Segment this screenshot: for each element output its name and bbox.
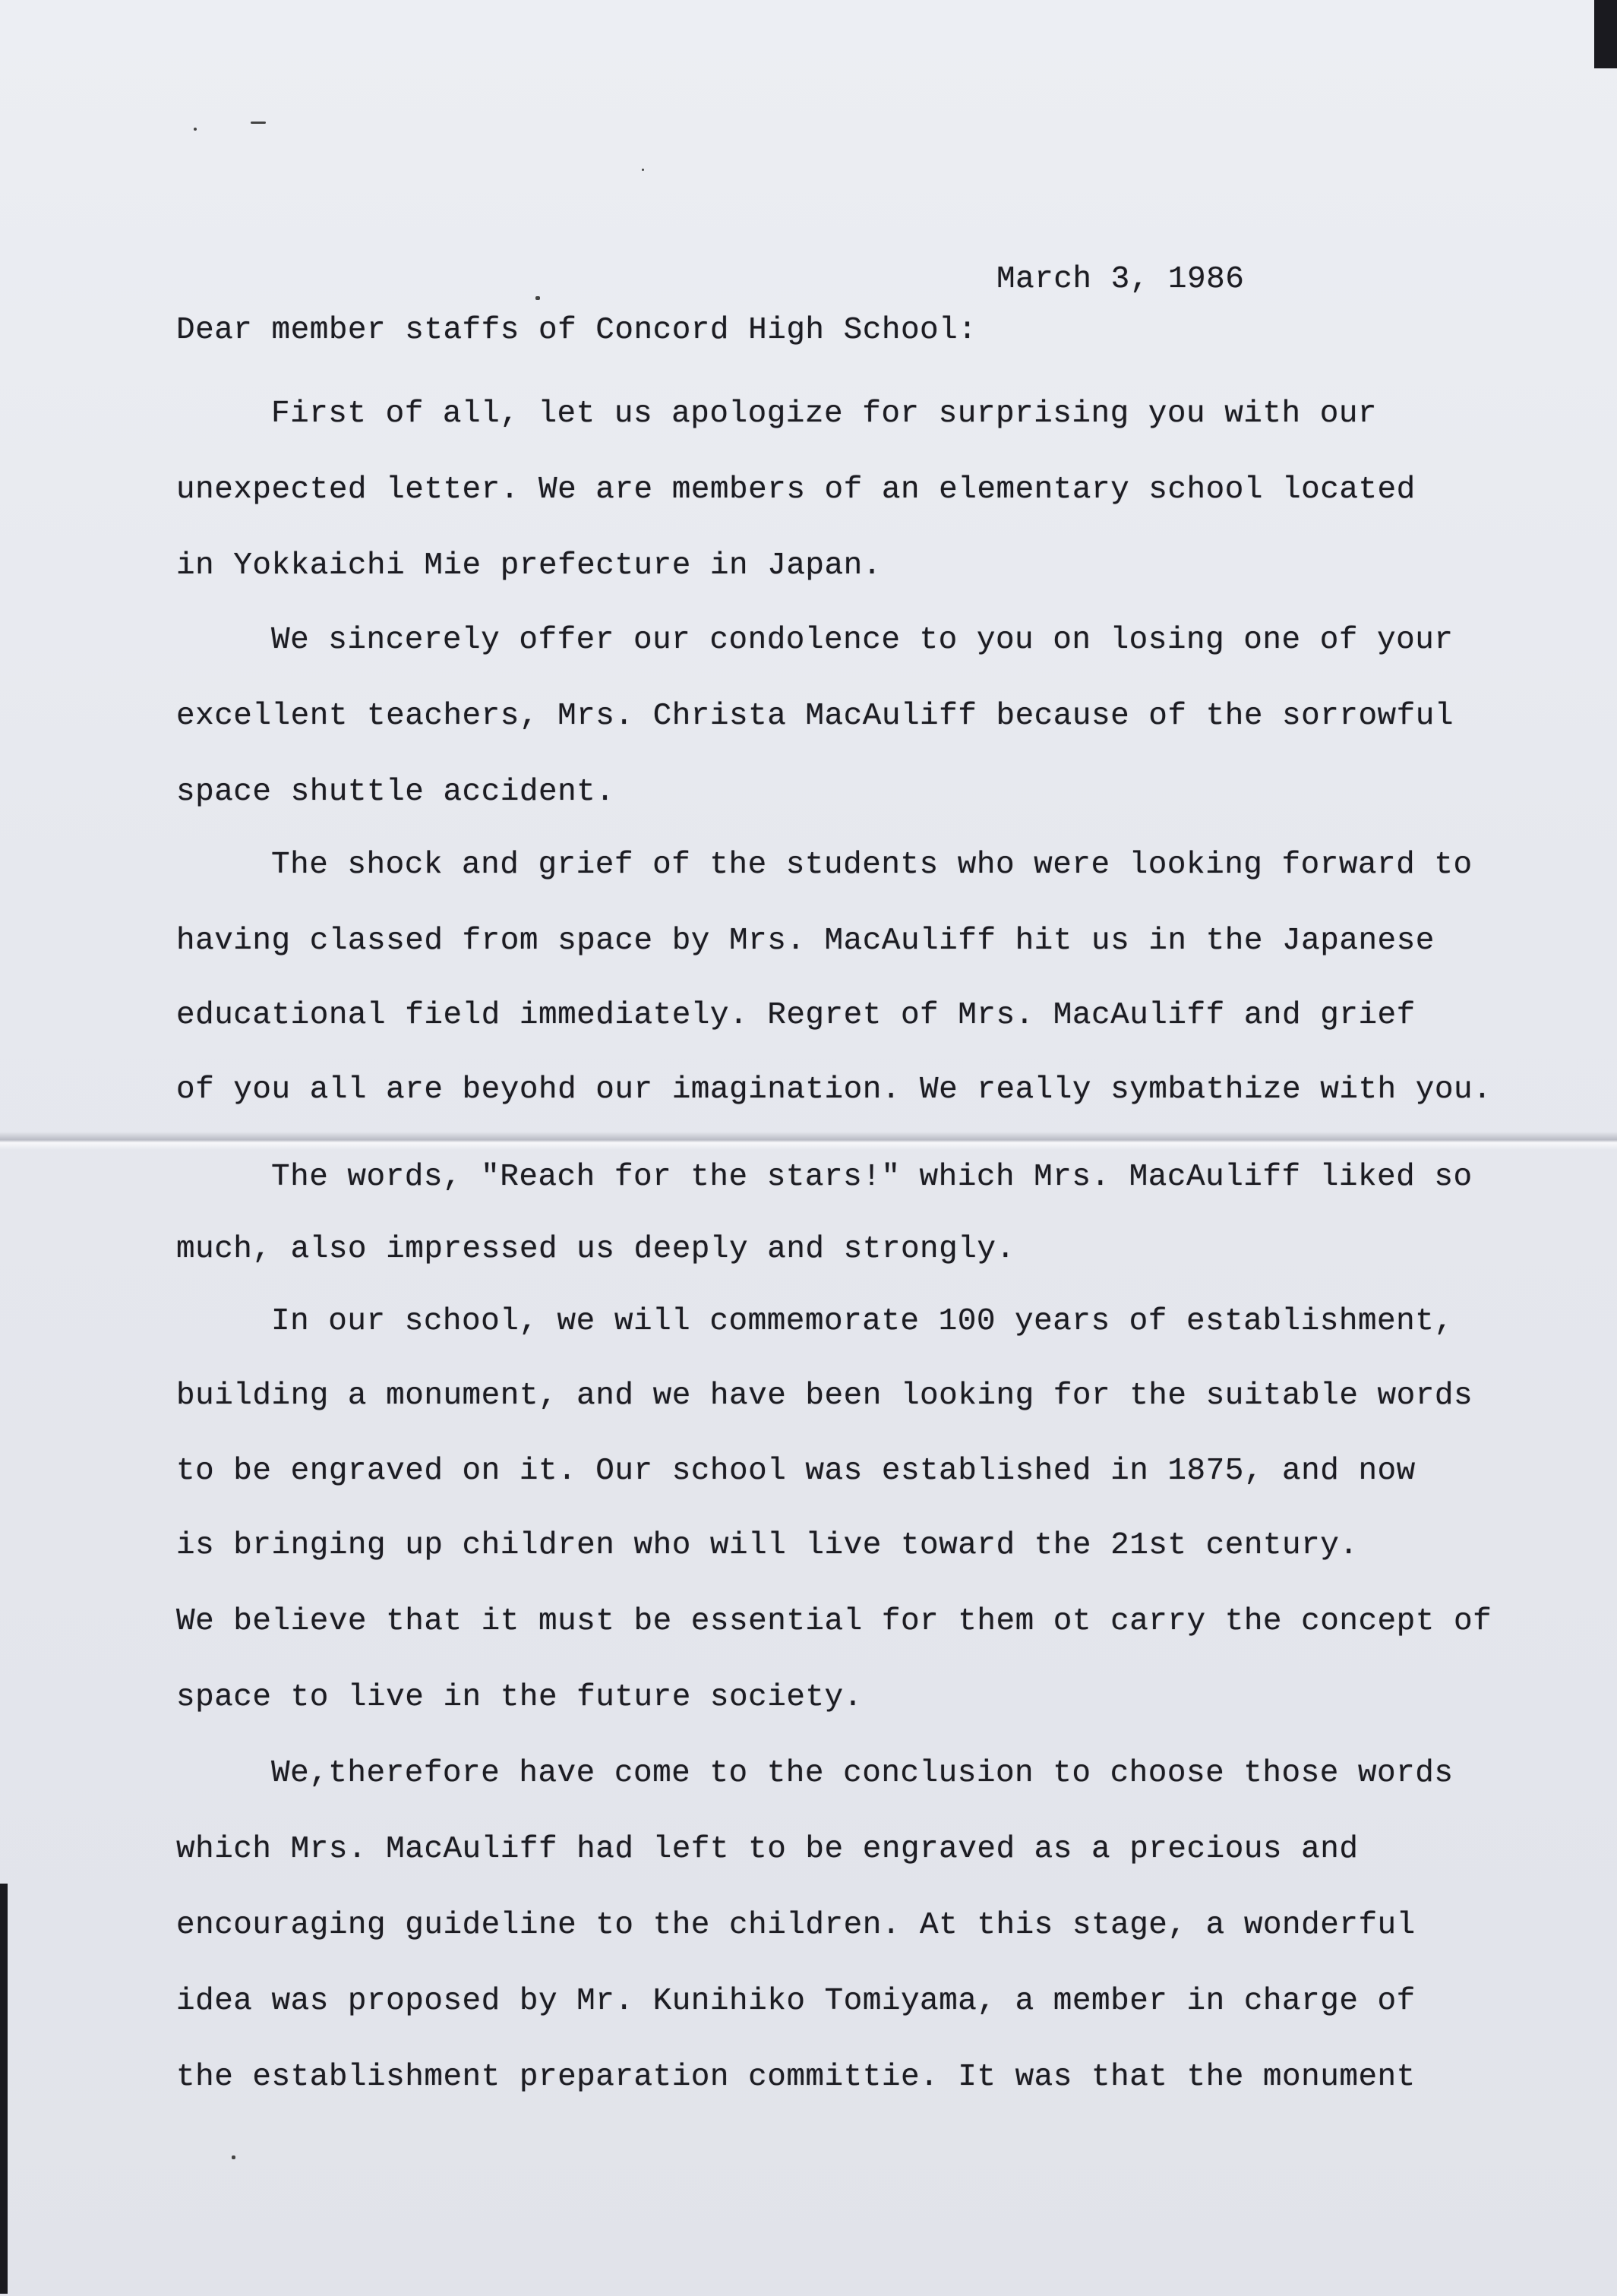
paper-fold-crease [0, 1132, 1617, 1150]
scan-edge-shadow-left [0, 1884, 8, 2294]
paper-speck [535, 296, 540, 300]
letter-line: excellent teachers, Mrs. Christa MacAuliff because of the sorrowful [176, 699, 1454, 734]
letter-line: much, also impressed us deeply and strongly. [176, 1232, 1015, 1267]
letter-line: to be engraved on it. Our school was established in 1875, and now [176, 1454, 1416, 1489]
letter-line: The words, "Reach for the stars!" which Mrs. MacAuliff liked so [271, 1160, 1473, 1195]
letter-line: educational field immediately. Regret of Mrs. MacAuliff and grief [176, 998, 1416, 1033]
letter-line: is bringing up children who will live toward the 21st century. [176, 1528, 1359, 1563]
paper-speck [642, 169, 644, 171]
letter-line: encouraging guideline to the children. At this stage, a wonderful [176, 1908, 1416, 1943]
paper-speck [251, 122, 266, 124]
letter-line: the establishment preparation committie. It was that the monument [176, 2060, 1416, 2095]
letter-line: We believe that it must be essential for them ot carry the concept of [176, 1604, 1492, 1639]
letter-date: March 3, 1986 [996, 262, 1245, 297]
letter-line: building a monument, and we have been looking for the suitable words [176, 1379, 1473, 1413]
letter-line: unexpected letter. We are members of an elementary school located [176, 472, 1416, 507]
letter-line: The shock and grief of the students who were looking forward to [271, 848, 1473, 883]
letter-line: space shuttle accident. [176, 775, 615, 810]
letter-salutation: Dear member staffs of Concord High School: [176, 313, 977, 348]
letter-line: idea was proposed by Mr. Kunihiko Tomiyama, a member in charge of [176, 1984, 1416, 2019]
letter-line: of you all are beyohd our imagination. We really symbathize with you. [176, 1072, 1492, 1107]
letter-line: We,therefore have come to the conclusion to choose those words [271, 1756, 1454, 1791]
letter-line: We sincerely offer our condolence to you on losing one of your [271, 623, 1454, 658]
letter-line: space to live in the future society. [176, 1680, 863, 1715]
letter-line: First of all, let us apologize for surprising you with our [271, 396, 1378, 431]
letter-line: having classed from space by Mrs. MacAuliff hit us in the Japanese [176, 924, 1435, 959]
letter-line: in Yokkaichi Mie prefecture in Japan. [176, 548, 882, 583]
letter-line: which Mrs. MacAuliff had left to be engraved as a precious and [176, 1832, 1359, 1867]
paper-speck [232, 2155, 235, 2159]
paper-speck [194, 128, 197, 131]
letter-line: In our school, we will commemorate 100 years of establishment, [271, 1304, 1454, 1339]
scan-edge-shadow [1594, 0, 1617, 68]
